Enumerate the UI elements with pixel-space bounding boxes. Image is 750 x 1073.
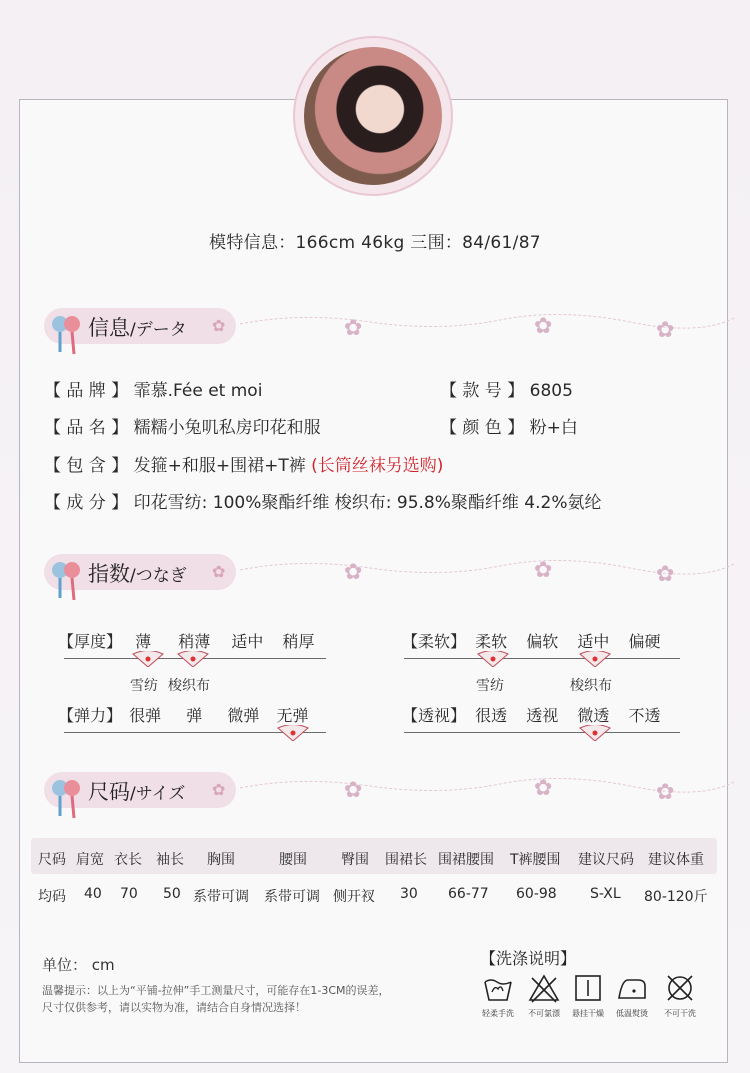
info-material: 【 成 分 】 印花雪纺: 100%聚酯纤维 梭织布: 95.8%聚酯纤维 4.2%氨纶: [44, 493, 602, 513]
care-label: 悬挂干燥: [572, 1009, 604, 1018]
size-header-cell: 肩宽: [76, 852, 104, 868]
flower-icon: ✿: [212, 562, 226, 581]
care-label: 低温熨烫: [616, 1009, 648, 1018]
size-header-cell: 建议尺码: [578, 852, 634, 868]
index-elasticity: 【弹力】 很弹 弹 微弹 无弹: [58, 706, 309, 725]
flower-icon: ✿: [344, 778, 363, 803]
size-header-cell: 建议体重: [648, 852, 704, 868]
flower-icon: ✿: [656, 318, 675, 343]
mark-label: 雪纺: [130, 678, 158, 694]
size-value-cell: 40: [84, 886, 102, 902]
size-value-cell: 50: [163, 886, 181, 902]
care-label: 不可氯漂: [528, 1009, 560, 1018]
tip-line: 温馨提示：以上为“平铺-拉伸”手工测量尺寸，可能存在1-3CM的误差，: [42, 984, 390, 997]
no-bleach-icon: [528, 972, 560, 1004]
flower-icon: ✿: [534, 314, 553, 339]
fan-marker-icon: [476, 651, 510, 667]
fan-marker-icon: [176, 651, 210, 667]
size-header-cell: 腰围: [279, 852, 307, 868]
size-header-cell: 围裙腰围: [438, 852, 494, 868]
size-value-cell: 70: [120, 886, 138, 902]
fan-marker-icon: [578, 725, 612, 741]
size-value-cell: 80-120斤: [644, 889, 708, 905]
size-value-cell: 系带可调: [193, 889, 249, 905]
section-title: 尺码/サイズ: [88, 780, 186, 804]
index-thickness: 【厚度】 薄 稍薄 适中 稍厚: [58, 632, 315, 651]
info-color: 【 颜 色 】 粉+白: [440, 418, 578, 438]
wind-chime-icon: [48, 302, 84, 358]
flower-icon: ✿: [212, 780, 226, 799]
wind-chime-icon: [48, 548, 84, 604]
size-value-cell: 系带可调: [264, 889, 320, 905]
size-header-cell: 围裙长: [385, 852, 427, 868]
size-value-cell: 60-98: [516, 886, 557, 902]
section-title: 信息/データ: [88, 316, 187, 340]
size-value-cell: S-XL: [590, 886, 621, 902]
mark-label: 梭织布: [168, 678, 210, 694]
section-header-index: [44, 548, 734, 594]
size-value-cell: 66-77: [448, 886, 489, 902]
info-include: 【 包 含 】 发箍+和服+围裙+T裤 (长筒丝袜另选购): [44, 456, 444, 476]
size-value-cell: 均码: [38, 889, 66, 905]
size-value-cell: 30: [400, 886, 418, 902]
section-header-size: [44, 766, 734, 812]
index-softness: 【柔软】 柔软 偏软 适中 偏硬: [402, 632, 661, 651]
hang-dry-icon: [572, 972, 604, 1004]
wind-chime-icon: [48, 766, 84, 822]
size-header-cell: 尺码: [38, 852, 66, 868]
mark-label: 雪纺: [476, 678, 504, 694]
model-info: 模特信息：166cm 46kg 三围：84/61/87: [209, 233, 541, 253]
unit-label: 单位： cm: [42, 956, 115, 974]
hand-wash-icon: [482, 972, 514, 1004]
size-header-cell: T裤腰围: [510, 852, 561, 868]
size-header-cell: 衣长: [114, 852, 142, 868]
care-label: 轻柔手洗: [482, 1009, 514, 1018]
size-header-cell: 臀围: [341, 852, 369, 868]
flower-icon: ✿: [656, 780, 675, 805]
flower-icon: ✿: [656, 562, 675, 587]
index-transparency: 【透视】 很透 透视 微透 不透: [402, 706, 661, 725]
model-avatar: [304, 47, 442, 185]
flower-icon: ✿: [534, 776, 553, 801]
no-dry-clean-icon: [664, 972, 696, 1004]
size-header-cell: 袖长: [156, 852, 184, 868]
flower-icon: ✿: [344, 560, 363, 585]
mark-label: 梭织布: [570, 678, 612, 694]
tip-line: 尺寸仅供参考，请以实物为准，请结合自身情况选择！: [42, 1001, 306, 1014]
size-value-cell: 侧开衩: [333, 889, 375, 905]
flower-icon: ✿: [534, 558, 553, 583]
info-brand: 【 品 牌 】 霏慕.Fée et moi: [44, 381, 263, 401]
fan-marker-icon: [131, 651, 165, 667]
flower-icon: ✿: [344, 316, 363, 341]
section-title: 指数/つなぎ: [88, 562, 187, 586]
flower-icon: ✿: [212, 316, 226, 335]
care-title: 【洗涤说明】: [480, 949, 577, 968]
info-style: 【 款 号 】 6805: [440, 381, 573, 401]
fan-marker-icon: [578, 651, 612, 667]
low-iron-icon: [616, 972, 648, 1004]
section-header-info: [44, 302, 734, 348]
index-scale-line: [404, 658, 680, 659]
index-scale-line: [404, 732, 680, 733]
fan-marker-icon: [276, 725, 310, 741]
care-label: 不可干洗: [664, 1009, 696, 1018]
size-header-cell: 胸围: [207, 852, 235, 868]
info-name: 【 品 名 】 糯糯小兔叽私房印花和服: [44, 418, 321, 438]
